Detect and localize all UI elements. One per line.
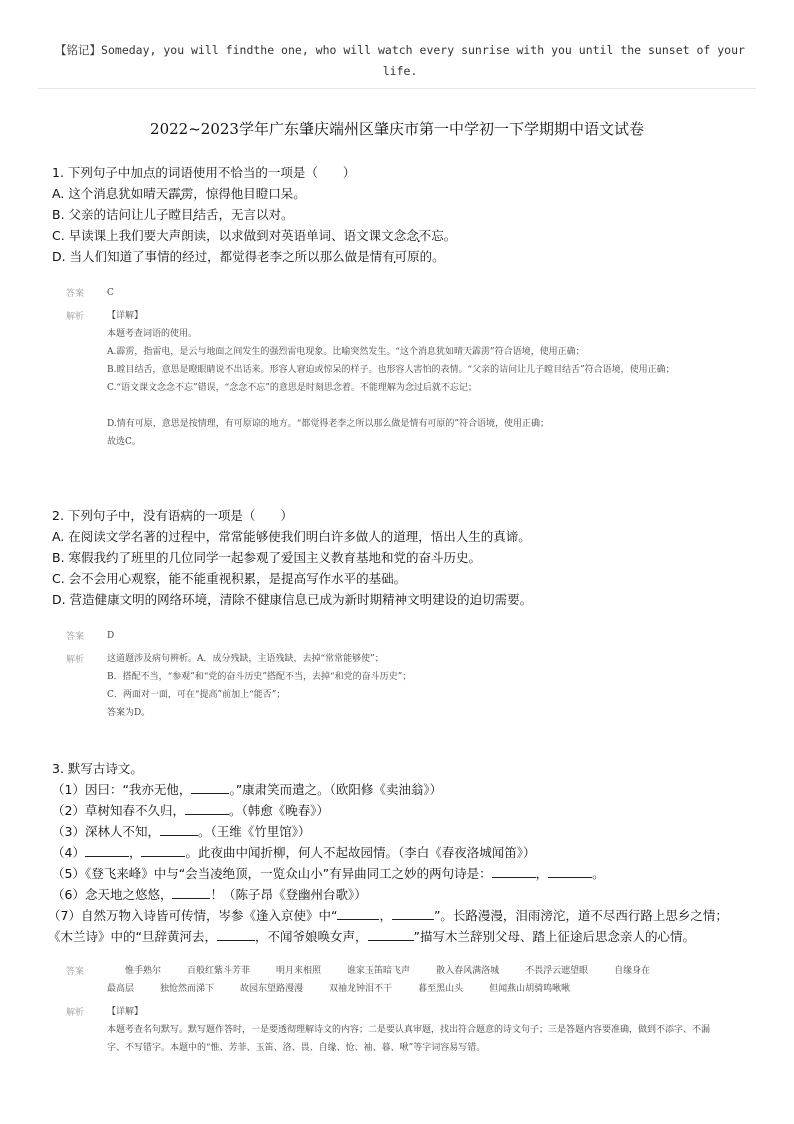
question-3-stem: 3. 默写古诗文。: [52, 761, 143, 776]
question-3-line-1: （1）因曰：“我亦无他， 。”康肃笑而遣之。（欧阳修《卖油翁》）: [52, 782, 443, 797]
analysis-label: 解析: [66, 1008, 85, 1018]
question-3-line-7: （7）自然万物入诗皆可传情，岑参《逢入京使》中“ ， ”。长路漫漫，泪雨滂沱，道不尽西行路上思乡之情；: [48, 908, 728, 923]
motto: [50, 40, 750, 82]
question-2-option-a: A. 在阅读文学名著的过程中，常常能够使我们明白许多做人的道理，悟出人生的真谛。: [52, 529, 531, 544]
question-3: [48, 758, 762, 947]
answer-label: 答案: [66, 632, 85, 642]
question-2: [52, 505, 762, 610]
analysis-body: 【详解】 本题考查名句默写。默写题作答时，一是要透彻理解诗文的内容；二是要认真审题，找出符合题意的诗文句子；三是答题内容要准确，做到不添字、不漏字、不写错字。本题中的“惟、芳菲、玉笛、洛、畏、自缘、怆、袖、暮、啾”等字词容易写错。: [107, 1007, 711, 1053]
motto-line-2: life.: [382, 64, 418, 78]
analysis-label: 解析: [66, 655, 85, 665]
question-3-line-4: （4） ， 。此夜曲中闻折柳，何人不起故园情。（李白《春夜洛城闻笛》）: [52, 845, 536, 860]
question-3-line-5: （5）《登飞来峰》中与“会当凌绝顶，一览众山小”有异曲同工之妙的两句诗是： ， 。: [52, 866, 605, 881]
question-1: [52, 162, 762, 267]
page-title: 2022~2023学年广东肇庆端州区肇庆市第一中学初一下学期期中语文试卷: [150, 120, 644, 138]
motto-line-1: 【铭记】Someday, you will findthe one, who will watch every sunrise with you until the sunset of your: [55, 43, 745, 57]
analysis-body: 【详解】 本题考查词语的使用。 A.霹雳，指雷电，是云与地面之间发生的强烈雷电现象。比喻突然发生。“这个消息犹如晴天霹雳”符合语境，使用正确； B.瞠目结舌，意思是瞪眼睛说不出话来。形容人窘迫或惊呆的样子。也形容人害怕的表情。“父亲的诘问让儿子瞠目结舌”符合语境，使用正确； C.“语文课文念念不忘”错误，“念念不忘”的意思是时刻思念着。不能理解为念过后就不忘记； D.情有可原，意思是按情理，有可原谅的地方。“都觉得老李之所以那么做是情有可原的”符合语境，使用正确； 故选C。: [107, 311, 675, 447]
analysis-label: 解析: [66, 312, 85, 322]
question-2-option-d: D. 营造健康文明的网络环境，清除不健康信息已成为新时期精神文明建设的迫切需要。: [52, 592, 533, 607]
answer-value: D: [107, 631, 115, 641]
question-1-stem: 1. 下列句子中加点的词语使用不恰当的一项是（ ）: [52, 165, 356, 180]
answer-label: 答案: [66, 967, 85, 977]
question-1-option-b: B. 父亲的诘问让儿子瞠目结舌，无言以对。: [52, 207, 294, 222]
question-3-line-2: （2）草树知春不久归， 。（韩愈《晚春》）: [52, 803, 329, 818]
question-3-line-6: （6）念天地之悠悠， ！（陈子昂《登幽州台歌》）: [52, 887, 367, 902]
question-1-option-a: A. 这个消息犹如晴天霹雳，惊得他目瞪口呆。: [52, 186, 306, 201]
divider: [38, 88, 756, 89]
question-1-option-c: C. 早读课上我们要大声朗读，以求做到对英语单词、语文课文念念不忘。: [52, 228, 457, 243]
question-3-line-3: （3）深林人不知， 。（王维《竹里馆》）: [52, 824, 311, 839]
question-2-option-c: C. 会不会用心观察，能不能重视积累，是提高写作水平的基础。: [52, 571, 407, 586]
answer-value: 惟手熟尔 百般红紫斗芳菲 明月来相照 谁家玉笛暗飞声 散入春风满洛城 不畏浮云遮望眼 自缘身在 最高层 独怆然而涕下 故园东望路漫漫 双袖龙钟泪不干 暮至黑山头 但闻燕山胡骑鸣啾啾: [107, 966, 651, 994]
question-3-line-8: 《木兰诗》中的“旦辞黄河去， ，不闻爷娘唤女声， ”描写木兰辞别父母、踏上征途后思念亲人的心情。: [48, 929, 695, 944]
question-1-option-d: D. 当人们知道了事情的经过，都觉得老李之所以那么做是情有可原的。: [52, 249, 445, 264]
answer-label: 答案: [66, 289, 85, 299]
question-2-stem: 2. 下列句子中，没有语病的一项是（ ）: [52, 508, 293, 523]
question-2-option-b: B. 寒假我约了班里的几位同学一起参观了爱国主义教育基地和党的奋斗历史。: [52, 550, 482, 565]
analysis-body: 这道题涉及病句辨析。A．成分残缺，主语残缺，去掉“常常能够使”； B．搭配不当，“参观”和“党的奋斗历史”搭配不当，去掉“和党的奋斗历史”； C．两面对一面，可在“提高”前加上“能否”； 答案为D。: [107, 654, 412, 718]
answer-value: C: [107, 288, 114, 298]
